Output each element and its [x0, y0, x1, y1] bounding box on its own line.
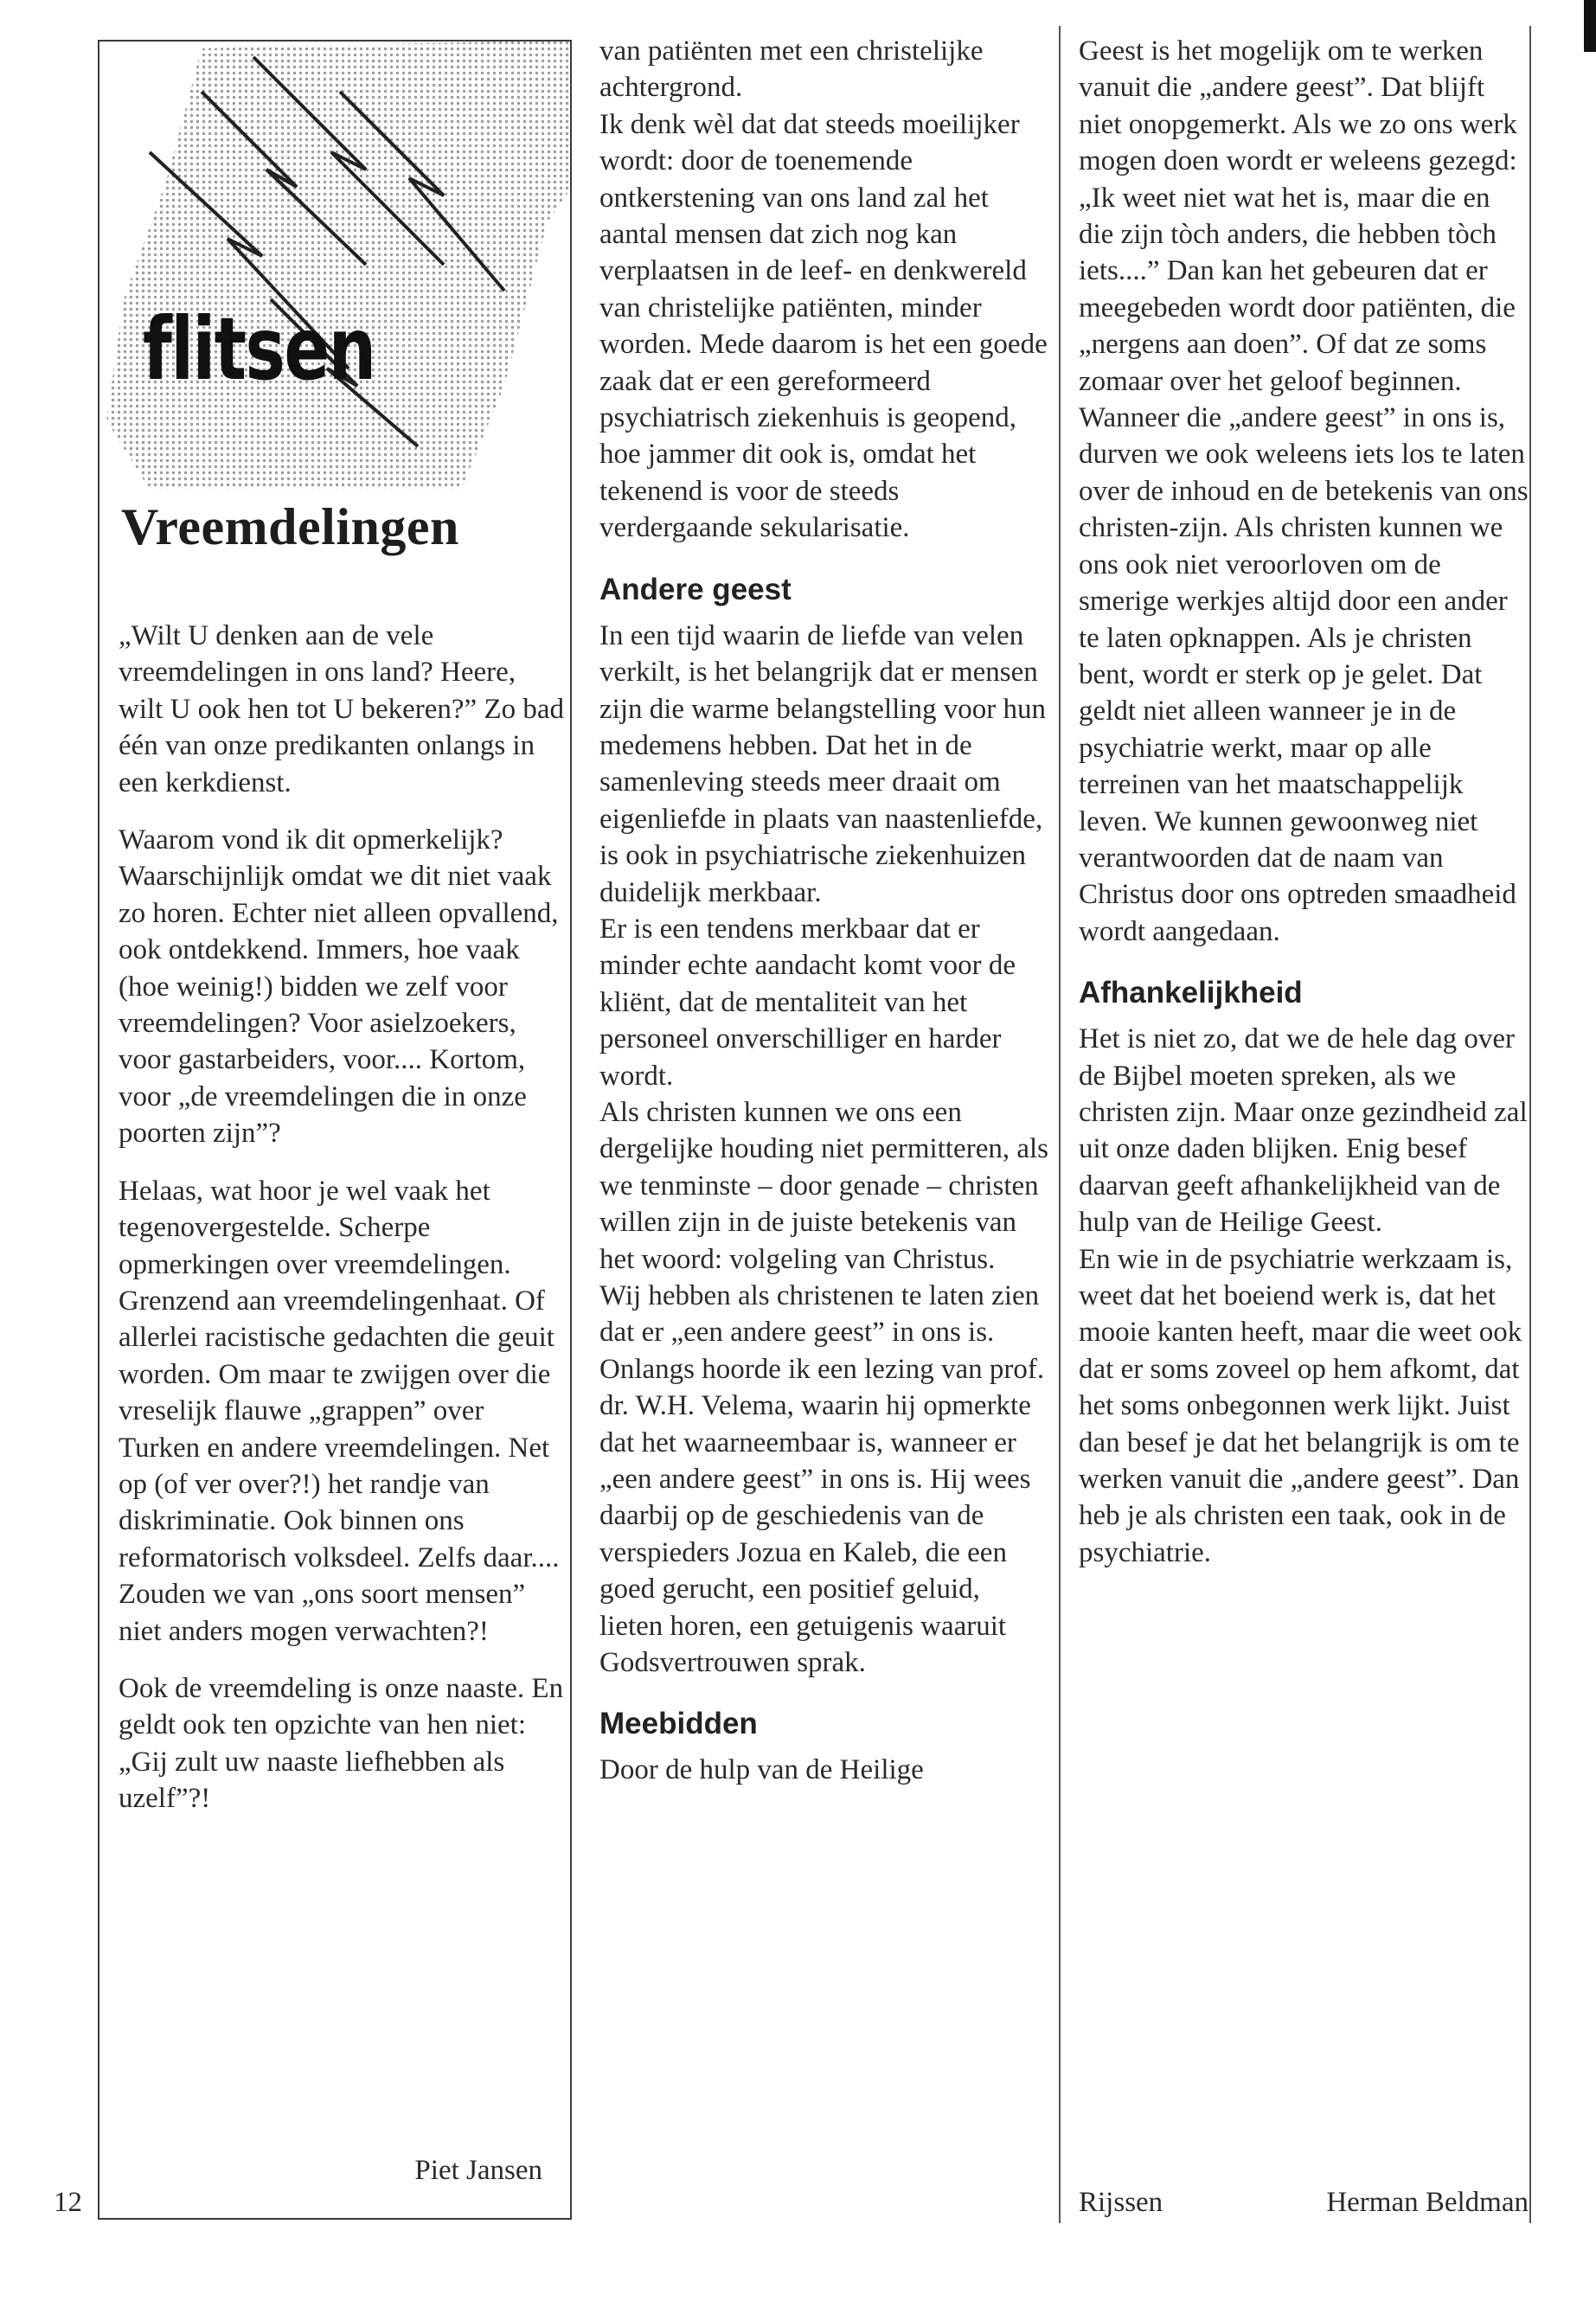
- paragraph: En wie in de psychiatrie werkzaam is, weet dat het boeiend werk is, dat het mooie kanten heeft, maar die weet ook dat er soms zoveel op hem afkomt, dat het soms onbegonnen werk lijkt. Juist dan besef je dat het belangrijk is om te werken vanuit die „andere geest”. Dan heb je als christen een taak, ook in de psychiatrie.: [1079, 1243, 1522, 1568]
- paragraph: Ook de vreemdeling is onze naaste. En geldt ook ten opzichte van hen niet: „Gij zult uw naaste liefhebben als uzelf”?!: [119, 1672, 564, 1815]
- column-divider: [1059, 26, 1061, 2223]
- column-divider-right: [1529, 26, 1531, 2223]
- paragraph: Wij hebben als christenen te laten zien dat er „een andere geest” in ons is. Onlangs hoorde ik een lezing van prof. dr. W.H. Velema, waarin hij opmerkte dat het waarneembaar is, wanneer er „een andere geest” in ons is. Hij wees daarbij op de geschiedenis van de verspieders Jozua en Kaleb, die een goed gerucht, een positief geluid, lieten horen, een getuigenis waaruit Godsvertrouwen sprak.: [599, 1280, 1045, 1679]
- paragraph: van patiënten met een christelijke achtergrond.: [599, 35, 984, 104]
- paragraph: Door de hulp van de Heilige: [599, 1754, 924, 1786]
- signature-line: [1079, 2187, 1529, 2219]
- section-heading: Meebidden: [599, 1707, 758, 1741]
- article-body: [119, 618, 564, 1817]
- flitsen-logo-text: flitsen: [143, 298, 375, 400]
- flitsen-box: [98, 40, 572, 2220]
- paragraph: Waarom vond ik dit opmerkelijk? Waarschijnlijk omdat we dit niet vaak zo horen. Echter niet alleen opvallend, ook ontdekkend. Immers, hoe vaak (hoe weinig!) bidden we zelf voor vreemdelingen? Voor asielzoekers, voor gastarbeiders, voor.... Kortom, voor „de vreemdelingen die in onze poorten zijn”?: [119, 824, 559, 1150]
- paragraph: Als christen kunnen we ons een dergelijke houding niet permitteren, als we tenminste – door genade – christen willen zijn in de juiste betekenis van het woord: volgeling van Christus.: [599, 1096, 1048, 1275]
- author-signature: Piet Jansen: [414, 2155, 542, 2186]
- paragraph: „Wilt U denken aan de vele vreemdelingen in ons land? Heere, wilt U ook hen tot U bekeren?” Zo bad één van onze predikanten onlangs in een kerkdienst.: [119, 620, 565, 798]
- paragraph: Geest is het mogelijk om te werken vanuit die „andere geest”. Dat blijft niet onopgemerkt. Als we zo ons werk mogen doen wordt er weleens gezegd: „Ik weet niet wat het is, maar die en die zijn tòch anders, die hebben tòch iets....” Dan kan het gebeuren dat er meegebeden wordt door patiënten, die „nergens aan doen”. Of dat ze soms zomaar over het geloof beginnen. Wanneer die „andere geest” in ons is, durven we ook weleens iets los te laten over de inhoud en de betekenis van ons christen-zijn. Als christen kunnen we ons ook niet veroorloven om de smerige werkjes altijd door een ander te laten opknappen. Als je christen bent, wordt er sterk op je gelet. Dat geldt niet alleen wanneer je in de psychiatrie werkt, maar op alle terreinen van het maatschappelijk leven. We kunnen gewoonweg niet verantwoorden dat de naam van Christus door ons optreden smaadheid wordt aangedaan.: [1079, 35, 1529, 947]
- article-title: Vreemdelingen: [121, 498, 459, 555]
- section-heading: Afhankelijkheid: [1079, 976, 1303, 1010]
- paragraph: Er is een tendens merkbaar dat er minder echte aandacht komt voor de kliënt, dat de mentaliteit van het personeel onverschilliger en harder wordt.: [599, 913, 1016, 1092]
- place-name: Rijssen: [1079, 2187, 1163, 2218]
- paragraph: In een tijd waarin de liefde van velen verkilt, is het belangrijk dat er mensen zijn die warme belangstelling voor hun medemens hebben. Dat het in de samenleving steeds meer draait om eigenliefde in plaats van naastenliefde, is ook in psychiatrische ziekenhuizen duidelijk merkbaar.: [599, 619, 1046, 908]
- author-signature: Herman Beldman: [1326, 2187, 1529, 2218]
- paragraph: Helaas, wat hoor je wel vaak het tegenovergestelde. Scherpe opmerkingen over vreemdelingen. Grenzend aan vreemdelingenhaat. Of allerlei racistische gedachten die geuit worden. Om maar te zwijgen over die vreselijk flauwe „grappen” over Turken en andere vreemdelingen. Net op (of ver over?!) het randje van diskriminatie. Ook binnen ons reformatorisch volksdeel. Zelfs daar.... Zouden we van „ons soort mensen” niet anders mogen verwachten?!: [119, 1175, 560, 1647]
- page-number: 12: [54, 2187, 82, 2218]
- paragraph: Het is niet zo, dat we de hele dag over de Bijbel moeten spreken, als we christen zijn. Maar onze gezindheid zal uit onze daden blijken. Enig besef daarvan geeft afhankelijkheid van de hulp van de Heilige Geest.: [1079, 1023, 1528, 1239]
- paragraph: Ik denk wèl dat dat steeds moeilijker wordt: door de toenemende ontkerstening van ons land zal het aantal mensen dat zich nog kan verplaatsen in de leef- en denkwereld van christelijke patiënten, minder worden. Mede daarom is het een goede zaak dat er een gereformeerd psychiatrisch ziekenhuis is geopend, hoe jammer dit ook is, omdat het tekenend is voor de steeds verdergaande sekularisatie.: [599, 108, 1048, 544]
- flitsen-logo-graphic: [98, 40, 572, 524]
- section-heading: Andere geest: [599, 572, 792, 606]
- article-column-2: [599, 33, 1049, 1789]
- page-edge-mark: [1584, 0, 1596, 52]
- article-column-3: [1079, 33, 1529, 1571]
